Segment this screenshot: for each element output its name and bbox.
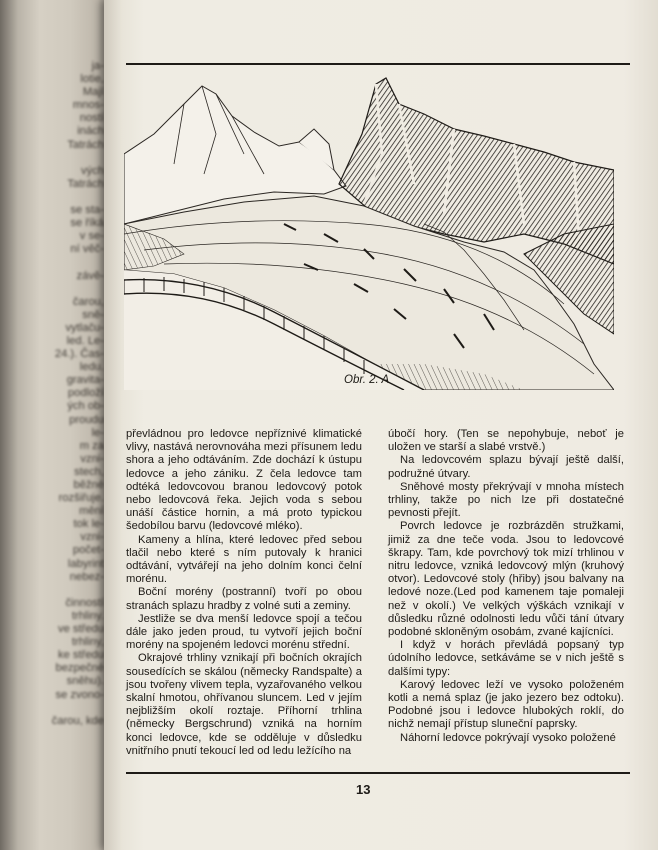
left-page-line: se sta- [70,204,104,217]
left-page-line: činností [65,596,104,609]
left-page-line: vzni- [80,531,104,544]
left-page-line: vzni- [80,452,104,465]
left-page-line [14,152,104,165]
paragraph: úbočí hory. (Ten se nepohybuje, neboť je uložen ve starší a slabé vrstvě.) [388,428,624,454]
left-page-line: podloží [67,387,104,400]
left-page-line: ve středu [57,623,104,636]
left-page-line: sně- [82,308,104,321]
paragraph: Náhorní ledovce pokrývají vysoko položené [400,731,616,744]
left-page-line: ní věč- [70,243,104,256]
paragraph: Povrch ledovce je rozbrázděn stružkami, jimiž za dne teče voda. Jsou to ledovcové škrapy. Tam, kde povrchový tok mizí trhlinou v nitru ledovce, vzniká ledovcový mlýn (kruhový otvor). Ledovcové stoly (hřiby) jsou balvany na ledové noze.(Led pod kamenem taje pomaleji než v okolí.) Ve velkých výškách vznikají v důsledku různé odolnosti ledu vůči tání útvary podobné skloněným osobám, zvané kajícníci. [388,520,624,639]
left-page-line: v se- [79,230,104,243]
paragraph: I když v horách převládá popsaný typ údolního ledovce, setkáváme se v nich ještě s dalšími typy: [388,639,624,678]
figure-caption: Obr. 2. A [344,374,390,386]
bottom-rule [126,772,630,774]
left-page-line: ke středu [57,649,104,662]
left-page-line: ja- [91,60,104,72]
left-page-line: závě- [76,269,104,282]
paragraph: Sněhové mosty překrývají v mnoha místech trhliny, takže po nich lze při dostatečné pevnosti přejít. [388,480,624,520]
left-page-line [14,191,104,204]
left-page-edge [0,0,112,850]
left-page-line: trhliny. [71,609,104,622]
left-page-line: bezpečné [55,662,104,675]
top-rule [126,63,630,65]
left-page-line [14,283,104,296]
left-page-line: proudu [69,413,104,426]
paragraph: převládnou pro ledovce nepříznivé klimatické vlivy, nastává nerovnováha mezi přísunem ledu shora a jeho odtáváním. Zde dochází k ústupu ledovce a jeho zániku. Z čela ledovce tam odtéká ledovcovou branou ledovcový potok nebo ledovcová řeka. Jejich voda s sebou unáší částice hornin, a má proto typickou šedobílou barvu (ledovcové mléko). [126,428,362,533]
paragraph: Jestliže se dva menší ledovce spojí a tečou dále jako jeden proud, tu vytvoří jejich boční morény na spojeném ledovci morénu střední. [126,612,362,652]
left-page-line: čarou, [72,295,104,308]
page-number: 13 [356,782,371,797]
left-page-line: mění [79,505,104,518]
left-page-line: gravita- [66,374,104,387]
left-page-line: tok le- [73,518,104,531]
text-column-left [126,428,362,758]
left-page-line: sněhu). [66,675,104,688]
left-page-line: mnos- [72,99,104,112]
paragraph: Na ledovcovém splazu bývají ještě další, podružné útvary. [388,454,624,480]
left-page-line: počet- [72,544,104,557]
right-page [104,0,658,850]
left-page-line: le- [91,426,104,439]
left-page-text-column [14,60,104,728]
left-page-line [14,256,104,269]
left-page-line: nebez- [69,570,104,583]
left-page-line: inách [77,125,104,138]
left-page-line: se říká [70,217,104,230]
left-page-line: trhliny, [71,636,104,649]
left-page-line: ých ob- [67,400,104,413]
left-page-line [14,584,104,597]
left-page-line: 24.). Čas- [54,348,104,361]
left-page-line: Tatrách [67,138,104,151]
left-page-line: ledu. [79,361,104,374]
left-page-line: lotie, [80,73,104,86]
left-page-line: se zvono- [55,688,104,701]
left-page-line: labyrint [67,557,104,570]
left-page-line: ností [79,112,104,125]
left-page-line: běžné [73,479,104,491]
left-page-line: m za [79,439,104,452]
left-page-line: led. Le- [66,334,104,347]
left-page-line [14,702,104,715]
left-page-line: Tatrách [67,177,104,190]
left-page-line: vých [80,164,104,177]
left-page-line: stech, [74,465,104,478]
paragraph: Boční morény (postranní) tvoří po obou stranách splazu hradby z volné suti a zeminy. [126,586,362,612]
left-page-line: Mají [82,86,104,99]
left-page-line: vytlaču- [65,321,104,334]
paragraph: Okrajové trhliny vznikají při bočních okrajích sousedících se skálou (německy Randspalte) a jsou tvořeny vlivem tepla, vyzařovaného velkou skalní hmotou, ohřívanou sluncem. Led v jejím nejbližším okolí roztaje. Příhorní trhlina (německy Bergschrund) vzniká na horním konci ledovce, kde se odděluje v důsledku vnitřního pnutí tekoucí led od ledu ležícího na [126,652,362,757]
left-page-line: rozšiřuje. [58,492,104,505]
paragraph: Karový ledovec leží ve vysoko položeném kotli a nemá splaz (je jako jezero bez odtoku). Podobné jsou i ledovce hlubokých roklí, do nichž nemají přístup sluneční paprsky. [388,678,624,731]
glacier-illustration [124,74,614,390]
text-column-right [388,428,624,745]
paragraph: Kameny a hlína, které ledovec před sebou tlačil nebo které s ním putovaly k hranici odtávání, vytvářejí na jeho dolním konci čelní morénu. [126,533,362,586]
left-page-line: čarou, kde [51,714,104,727]
